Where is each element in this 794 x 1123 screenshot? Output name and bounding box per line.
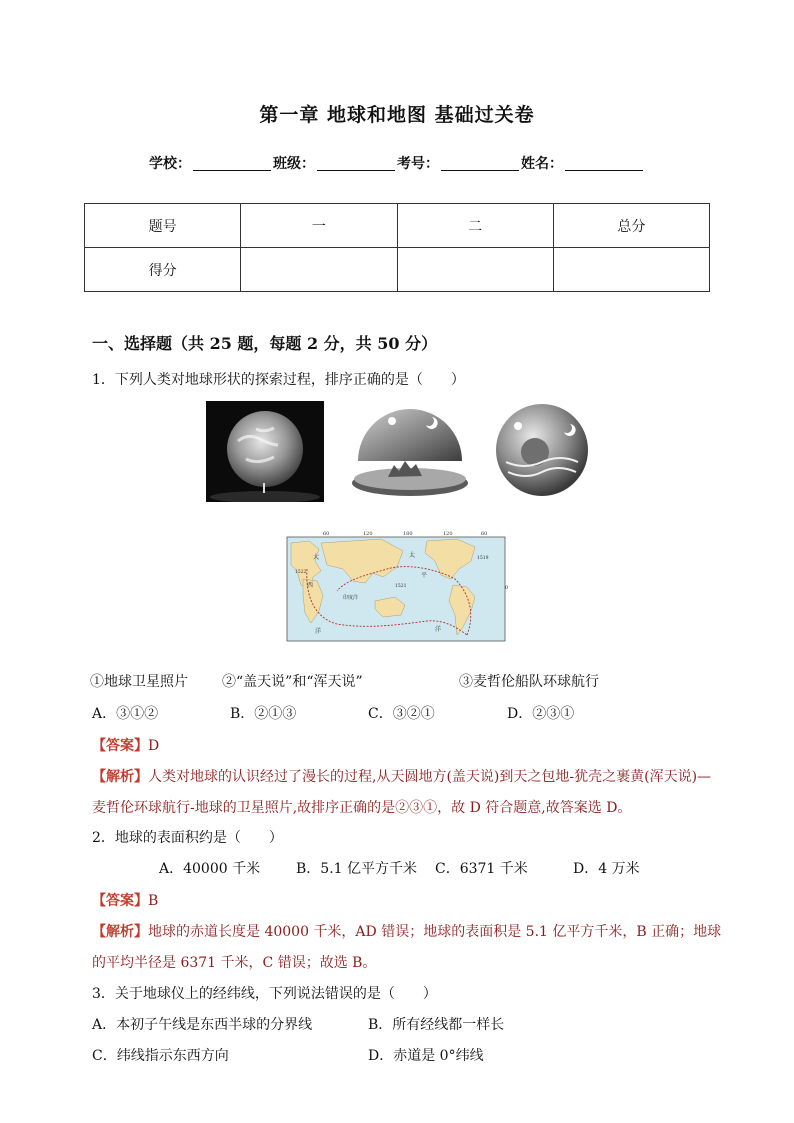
q3-option-b[interactable]: B．所有经线都一样长 [368, 1017, 505, 1033]
q1-option-c[interactable]: C．③②① [368, 706, 435, 722]
map-label: 洋 [435, 626, 442, 633]
header-cell: 题号 [85, 204, 241, 248]
q3-option-c[interactable]: C．纬线指示东西方向 [92, 1048, 229, 1064]
score-table [84, 203, 710, 292]
map-tick: 120 [363, 531, 373, 537]
class-blank[interactable] [317, 156, 395, 171]
q1-option-b[interactable]: B．②①③ [230, 706, 297, 722]
q2-option-a[interactable]: A．40000 千米 [159, 861, 261, 877]
score-row-label: 得分 [85, 248, 241, 292]
name-label: 姓名： [521, 156, 563, 172]
earth-photo-image [206, 401, 324, 502]
section-title: 一、选择题（共 25 题，每题 2 分，共 50 分） [92, 334, 438, 353]
map-label: 1522 [295, 570, 307, 575]
q3-stem: 3．关于地球仪上的经纬线，下列说法错误的是（ ） [92, 986, 437, 1002]
answer-value: B [148, 893, 159, 909]
score-cell[interactable] [241, 248, 397, 292]
q1-answer [92, 735, 159, 755]
q1-analysis-line-1 [92, 766, 711, 786]
q2-answer [92, 890, 158, 910]
answer-tag: 【答案】 [92, 893, 148, 909]
q1-option-a[interactable]: A．③①② [92, 706, 159, 722]
exam-no-label: 考号： [397, 156, 439, 172]
header-cell: 总分 [553, 204, 709, 248]
class-label: 班级： [273, 156, 315, 172]
magellan-route-map [277, 529, 513, 649]
name-blank[interactable] [565, 156, 643, 171]
q1-analysis-line-2: 麦哲伦环球航行-地球的卫星照片,故排序正确的是②③①，故 D 符合题意,故答案选 D。 [92, 800, 632, 816]
map-label: 大 [313, 554, 320, 561]
score-cell[interactable] [553, 248, 709, 292]
header-cell: 一 [241, 204, 397, 248]
q2-analysis-line-1 [92, 921, 721, 941]
q1-caption-2: ②“盖天说”和“浑天说” [222, 674, 363, 690]
student-info-line [0, 153, 794, 173]
map-label: 太 [409, 552, 416, 559]
q2-stem: 2．地球的表面积约是（ ） [92, 830, 283, 846]
q3-option-d[interactable]: D．赤道是 0°纬线 [368, 1048, 484, 1064]
q1-stem: 1．下列人类对地球形状的探索过程，排序正确的是（ ） [92, 372, 465, 388]
score-cell[interactable] [397, 248, 553, 292]
map-label: 西 [307, 582, 314, 589]
score-table-header-row [85, 204, 710, 248]
q2-option-c[interactable]: C．6371 千米 [435, 861, 528, 877]
map-label: 洋 [315, 628, 322, 635]
answer-value: D [148, 738, 160, 754]
analysis-text: 地球的赤道长度是 40000 千米，AD 错误；地球的表面积是 5.1 亿平方千米，B 正确；地球 [148, 924, 722, 940]
analysis-tag: 【解析】 [92, 924, 148, 940]
map-label: 1519 [477, 556, 489, 561]
q2-option-d[interactable]: D．4 万米 [573, 861, 640, 877]
q1-caption-1: ①地球卫星照片 [90, 674, 188, 690]
map-tick: 120 [443, 531, 453, 537]
answer-tag: 【答案】 [92, 738, 148, 754]
map-tick: 180 [403, 531, 413, 537]
dome-universe-image [348, 403, 472, 499]
map-tick: 0 [505, 585, 509, 591]
analysis-text: 人类对地球的认识经过了漫长的过程,从天圆地方(盖天说)到天之包地-犹壳之裹黄(浑天说)— [148, 769, 712, 785]
map-label: 平 [421, 572, 428, 579]
map-label: 印度洋 [343, 595, 359, 601]
map-tick: 60 [323, 531, 330, 537]
q2-analysis-line-2: 的平均半径是 6371 千米，C 错误；故选 B。 [92, 955, 377, 971]
school-label: 学校： [149, 156, 191, 172]
exam-no-blank[interactable] [441, 156, 519, 171]
score-table-score-row [85, 248, 710, 292]
header-cell: 二 [397, 204, 553, 248]
page-title: 第一章 地球和地图 基础过关卷 [259, 104, 535, 126]
sphere-universe-image [490, 402, 594, 498]
analysis-tag: 【解析】 [92, 769, 148, 785]
q1-caption-3: ③麦哲伦船队环球航行 [459, 674, 599, 690]
q2-option-b[interactable]: B．5.1 亿平方千米 [296, 861, 418, 877]
map-label: 1521 [395, 584, 407, 589]
map-tick: 60 [481, 531, 488, 537]
school-blank[interactable] [193, 156, 271, 171]
q1-option-d[interactable]: D．②③① [507, 706, 575, 722]
q3-option-a[interactable]: A．本初子午线是东西半球的分界线 [92, 1017, 313, 1033]
